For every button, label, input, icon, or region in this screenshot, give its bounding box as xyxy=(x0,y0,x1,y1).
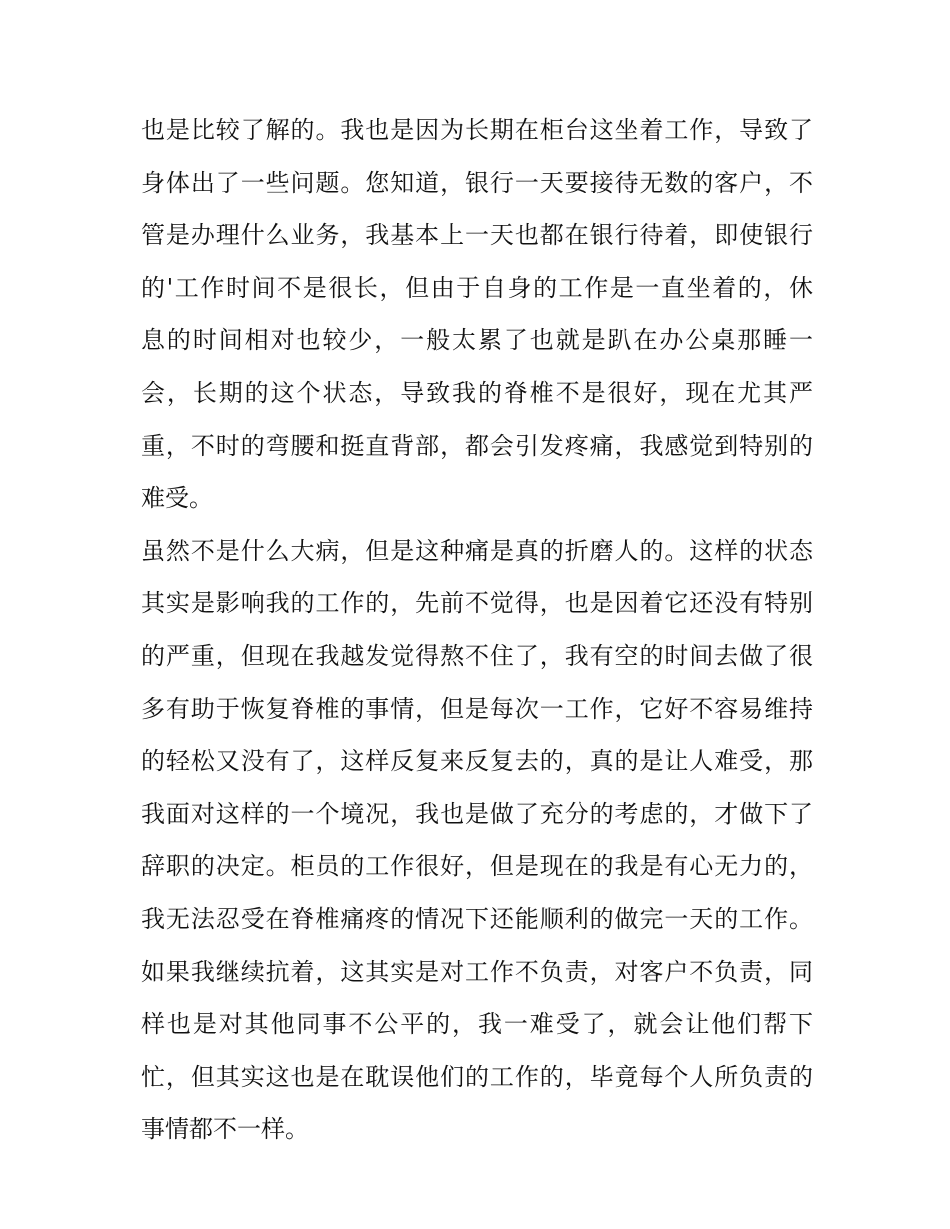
paragraph-line: 我面对这样的一个境况，我也是做了充分的考虑的，才做下了 xyxy=(141,799,813,828)
paragraph-line: 身体出了一些问题。您知道，银行一天要接待无数的客户，不 xyxy=(141,168,813,197)
paragraph-line: 重，不时的弯腰和挺直背部，都会引发疼痛，我感觉到特别的 xyxy=(141,431,813,460)
paragraph-line: 虽然不是什么大病，但是这种痛是真的折磨人的。这样的状态 xyxy=(141,536,813,565)
paragraph-1 xyxy=(141,110,813,531)
paragraph-line: 息的时间相对也较少，一般太累了也就是趴在办公桌那睡一 xyxy=(141,326,813,355)
document-body xyxy=(141,110,813,1162)
paragraph-line: 辞职的决定。柜员的工作很好，但是现在的我是有心无力的， xyxy=(141,852,813,881)
paragraph-line: 也是比较了解的。我也是因为长期在柜台这坐着工作，导致了 xyxy=(141,116,813,144)
paragraph-line: 样也是对其他同事不公平的，我一难受了，就会让他们帮下 xyxy=(141,1010,813,1039)
paragraph-line: 管是办理什么业务，我基本上一天也都在银行待着，即使银行 xyxy=(141,221,813,250)
paragraph-line: 多有助于恢复脊椎的事情，但是每次一工作，它好不容易维持 xyxy=(141,694,813,723)
paragraph-line: 的轻松又没有了，这样反复来反复去的，真的是让人难受，那 xyxy=(141,747,813,776)
paragraph-line: 如果我继续抗着，这其实是对工作不负责，对客户不负责，同 xyxy=(141,957,813,986)
paragraph-2 xyxy=(141,531,813,1162)
paragraph-line: 会，长期的这个状态，导致我的脊椎不是很好，现在尤其严 xyxy=(141,378,813,407)
paragraph-line: 忙，但其实这也是在耽误他们的工作的，毕竟每个人所负责的 xyxy=(141,1062,813,1091)
paragraph-line: 我无法忍受在脊椎痛疼的情况下还能顺利的做完一天的工作。 xyxy=(141,904,813,933)
paragraph-line: 难受。 xyxy=(141,484,213,513)
paragraph-line: 的严重，但现在我越发觉得熬不住了，我有空的时间去做了很 xyxy=(141,641,813,670)
paragraph-line: 的'工作时间不是很长，但由于自身的工作是一直坐着的，休 xyxy=(141,273,813,302)
paragraph-line: 其实是影响我的工作的，先前不觉得，也是因着它还没有特别 xyxy=(141,589,813,618)
paragraph-line: 事情都不一样。 xyxy=(141,1115,309,1144)
